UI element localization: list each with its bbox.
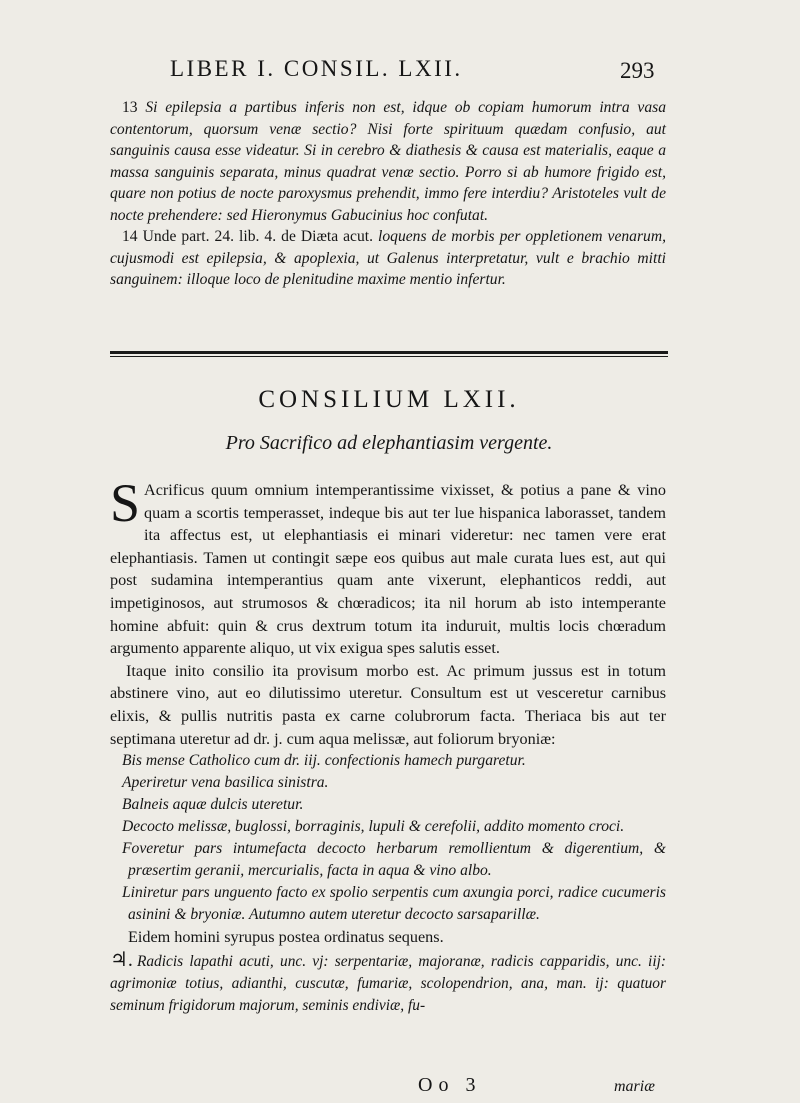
recipe-text: Radicis lapathi acuti, unc. vj: serpentariæ, majoranæ, radicis capparidis, unc. iij: agrimoniæ totius, adianthi, cuscutæ, fumariæ, scolopendrion, ana, man. ij: quatuor seminum frigidorum majorum, seminis endiviæ, fu- (110, 952, 666, 1014)
note-13 (110, 97, 666, 226)
note-number: 14 (122, 228, 138, 245)
note-number: 13 (122, 99, 138, 116)
catchword: mariæ (614, 1078, 655, 1095)
note-text: loquens de morbis per oppletionem venarum, cujusmodi est epilepsia, & apoplexia, ut Galenus interpretatur, vult e brachio mitti sanguinem: illoque loco de plenitudine maxime mentio infertur. (110, 228, 666, 288)
paragraph-treatment: Itaque inito consilio ita provisum morbo est. Ac primum jussus est in totum abstinere vino, aut eo dilutissimo uteretur. Consultum est ut vesceretur carnibus elixis, & pullis nutritis pasta ex carne colubrorum facta. Theriaca bis aut ter septimana uteretur ad dr. j. cum aqua melissæ, aut foliorum bryoniæ: (110, 661, 666, 748)
drop-cap: S (110, 473, 141, 533)
recipe (110, 949, 666, 1017)
prescription-item: Foveretur pars intumefacta decocto herbarum remollientum & digerentium, & præsertim geranii, mercurialis, facta in aqua & vino albo. (122, 840, 666, 880)
prescription-item: Decocto melissæ, buglossi, borraginis, lupuli & cerefolii, addito momento croci. (122, 818, 625, 836)
prescription-item: Aperiretur vena basilica sinistra. (122, 774, 329, 792)
consilium-subtitle: Pro Sacrifico ad elephantiasim vergente. (225, 432, 553, 454)
consilium-body (110, 473, 666, 1017)
prescription-item: Bis mense Catholico cum dr. iij. confectionis hamech purgaretur. (122, 752, 526, 770)
prescription-list (110, 750, 666, 926)
recipe-intro: Eidem homini syrupus postea ordinatus sequens. (128, 928, 444, 947)
page-number: 293 (620, 58, 655, 83)
annotations (110, 97, 666, 291)
prescription-item: Balneis aquæ dulcis uteretur. (122, 796, 304, 814)
prescription-item: Liniretur pars unguento facto ex spolio serpentis cum axungia porci, radice cucumeris asinini & bryoniæ. Autumno autem uteretur decocto sarsaparillæ. (122, 884, 666, 924)
note-lead: Unde part. 24. lib. 4. de Diæta acut. (142, 228, 374, 245)
paragraph-text: Acrificus quum omnium intemperantissime vixisset, & potius a pane & vino quam a scortis temperasset, indeque bis aut ter lue hispanica laborasset, tandem ita affectus est, ut elephantiasis ei minari videretur: nec tamen vere erat elephantiasis. Tamen ut contingit sæpe eos quibus aut male curata lues est, aut qui post sudamina intemperantius quam ante vixerunt, elephanticos reddi, aut impetiginosos, aut strumosos & chœradicos; ita nil horum ab isto intemperante homine abfuit: quin & crus dextrum totum ita induruit, multis locis chœradum argumento apparente aliquo, ut vix exigua spes salutis esset. (110, 481, 666, 658)
signature-mark: Oo 3 (418, 1074, 482, 1096)
section-rule-thin (110, 356, 668, 357)
paragraph-case (110, 473, 666, 660)
recipe-symbol-icon: ♃. (110, 948, 133, 971)
note-text: Si epilepsia a partibus inferis non est, idque ob copiam humorum intra vasa contentorum, quorsum venæ sectio? Nisi forte spirituum quædam confusio, aut sanguinis causa esse videatur. Si in cerebro & diathesis & causa est materialis, eaque a massa sanguinis separata, minus quadrat venæ sectio. Porro si ab humore frigido est, quare non potius de nocte paroxysmus prehendit, immo fere interdiu? Aristoteles vult de nocte prehendere: sed Hieronymus Gabucinius hoc confutat. (110, 99, 666, 224)
consilium-title: CONSILIUM LXII. (258, 386, 520, 413)
section-rule-thick (110, 351, 668, 354)
note-14 (110, 226, 666, 291)
running-head: LIBER I. CONSIL. LXII. (170, 56, 463, 81)
